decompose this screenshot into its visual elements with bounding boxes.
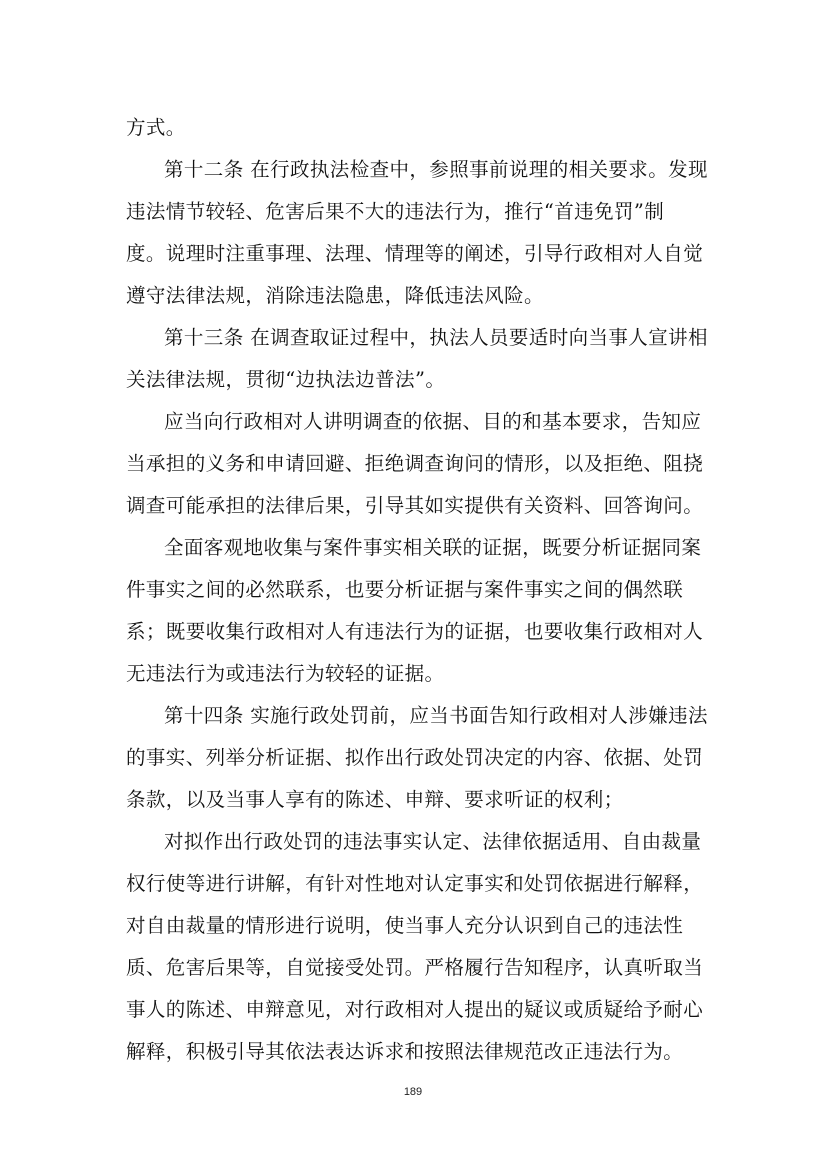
page-number: 189 (403, 1086, 423, 1098)
text-line: 遵守法律法规，消除违法隐患，降低违法风险。 (126, 284, 544, 307)
text-line: 条款，以及当事人享有的陈述、申辩、要求听证的权利； (126, 788, 624, 811)
text-line: 质、危害后果等，自觉接受处罚。严格履行告知程序，认真听取当 (126, 956, 704, 979)
text-line: 权行使等进行讲解，有针对性地对认定事实和处罚依据进行解释， (126, 872, 704, 895)
text-line: 解释，积极引导其依法表达诉求和按照法律规范改正违法行为。 (126, 1040, 684, 1063)
text-line: 方式。 (126, 116, 186, 139)
text-line: 当承担的义务和申请回避、拒绝调查询问的情形，以及拒绝、阻挠 (126, 452, 704, 475)
text-line: 无违法行为或违法行为较轻的证据。 (126, 662, 445, 685)
text-line: 全面客观地收集与案件事实相关联的证据，既要分析证据同案 (164, 536, 702, 559)
text-line: 应当向行政相对人讲明调查的依据、目的和基本要求，告知应 (164, 410, 702, 433)
text-line: 第十二条 在行政执法检查中，参照事前说理的相关要求。发现 (164, 158, 708, 181)
text-line: 的事实、列举分析证据、拟作出行政处罚决定的内容、依据、处罚 (126, 746, 704, 769)
text-line: 件事实之间的必然联系，也要分析证据与案件事实之间的偶然联 (126, 578, 684, 601)
text-line: 违法情节较轻、危害后果不大的违法行为，推行“首违免罚”制 (126, 200, 665, 223)
text-line: 调查可能承担的法律后果，引导其如实提供有关资料、回答询问。 (126, 494, 704, 517)
text-line: 度。说理时注重事理、法理、情理等的阐述，引导行政相对人自觉 (126, 242, 704, 265)
text-line: 事人的陈述、申辩意见，对行政相对人提出的疑议或质疑给予耐心 (126, 998, 704, 1021)
text-line: 对自由裁量的情形进行说明，使当事人充分认识到自己的违法性 (126, 914, 684, 937)
text-line: 关法律法规，贯彻“边执法边普法”。 (126, 368, 446, 391)
text-line: 系；既要收集行政相对人有违法行为的证据，也要收集行政相对人 (126, 620, 704, 643)
text-line: 第十三条 在调查取证过程中，执法人员要适时向当事人宣讲相 (164, 326, 708, 349)
text-line: 第十四条 实施行政处罚前，应当书面告知行政相对人涉嫌违法 (164, 704, 708, 727)
text-line: 对拟作出行政处罚的违法事实认定、法律依据适用、自由裁量 (164, 830, 702, 853)
